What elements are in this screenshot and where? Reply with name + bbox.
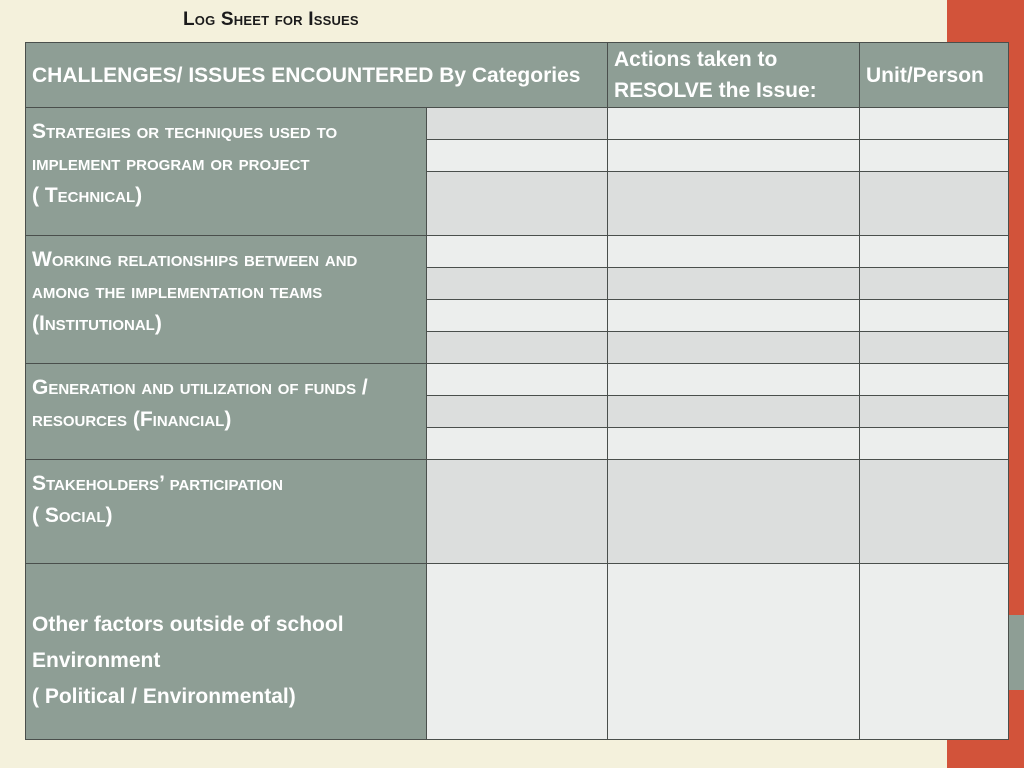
log-cell[interactable] xyxy=(427,396,608,428)
category-political-tag: ( Political / Environmental) xyxy=(32,684,296,708)
table-row xyxy=(26,108,1009,140)
category-political-label: Other factors outside of school Environment xyxy=(32,612,344,672)
category-institutional xyxy=(26,236,427,364)
log-cell[interactable] xyxy=(608,396,860,428)
log-sheet-table xyxy=(25,42,1009,740)
log-cell[interactable] xyxy=(608,236,860,268)
table-row xyxy=(26,364,1009,396)
log-cell[interactable] xyxy=(427,140,608,172)
log-cell[interactable] xyxy=(860,460,1009,564)
log-cell[interactable] xyxy=(427,172,608,236)
category-social-tag: ( Social) xyxy=(32,504,113,527)
log-cell[interactable] xyxy=(860,564,1009,740)
header-row xyxy=(26,43,1009,108)
log-cell[interactable] xyxy=(608,172,860,236)
category-political-environmental xyxy=(26,564,427,740)
log-cell[interactable] xyxy=(608,428,860,460)
log-cell[interactable] xyxy=(608,140,860,172)
log-cell[interactable] xyxy=(608,300,860,332)
log-cell[interactable] xyxy=(860,140,1009,172)
category-financial-label: Generation and utilization of funds / resources (Financial) xyxy=(32,376,368,431)
log-cell[interactable] xyxy=(860,428,1009,460)
log-cell[interactable] xyxy=(608,332,860,364)
category-social xyxy=(26,460,427,564)
log-cell[interactable] xyxy=(608,268,860,300)
log-cell[interactable] xyxy=(427,364,608,396)
log-cell[interactable] xyxy=(608,564,860,740)
header-unit-person: Unit/Person xyxy=(860,43,1009,108)
log-cell[interactable] xyxy=(427,108,608,140)
log-cell[interactable] xyxy=(608,108,860,140)
log-cell[interactable] xyxy=(427,300,608,332)
log-cell[interactable] xyxy=(860,300,1009,332)
category-institutional-tag: (Institutional) xyxy=(32,312,162,335)
table-row xyxy=(26,564,1009,740)
category-technical-label: Strategies or techniques used to implement program or project xyxy=(32,120,338,175)
log-cell[interactable] xyxy=(608,460,860,564)
category-technical xyxy=(26,108,427,236)
category-social-label: Stakeholders’ participation xyxy=(32,472,283,495)
header-challenges: CHALLENGES/ ISSUES ENCOUNTERED By Categories xyxy=(26,43,608,108)
log-cell[interactable] xyxy=(860,268,1009,300)
right-accent-gray-block xyxy=(1008,615,1024,690)
category-technical-tag: ( Technical) xyxy=(32,184,143,207)
log-cell[interactable] xyxy=(427,332,608,364)
log-cell[interactable] xyxy=(427,236,608,268)
table-row xyxy=(26,460,1009,564)
category-institutional-label: Working relationships between and among the implementation teams xyxy=(32,248,358,303)
log-cell[interactable] xyxy=(860,172,1009,236)
log-cell[interactable] xyxy=(427,268,608,300)
log-cell[interactable] xyxy=(860,396,1009,428)
log-cell[interactable] xyxy=(860,236,1009,268)
log-cell[interactable] xyxy=(860,364,1009,396)
log-cell[interactable] xyxy=(427,428,608,460)
page-title: Log Sheet for Issues xyxy=(183,9,359,30)
log-cell[interactable] xyxy=(427,460,608,564)
log-cell[interactable] xyxy=(860,332,1009,364)
log-cell[interactable] xyxy=(860,108,1009,140)
log-cell[interactable] xyxy=(427,564,608,740)
table-row xyxy=(26,236,1009,268)
category-financial xyxy=(26,364,427,460)
header-actions: Actions taken to RESOLVE the Issue: xyxy=(608,43,860,108)
log-cell[interactable] xyxy=(608,364,860,396)
